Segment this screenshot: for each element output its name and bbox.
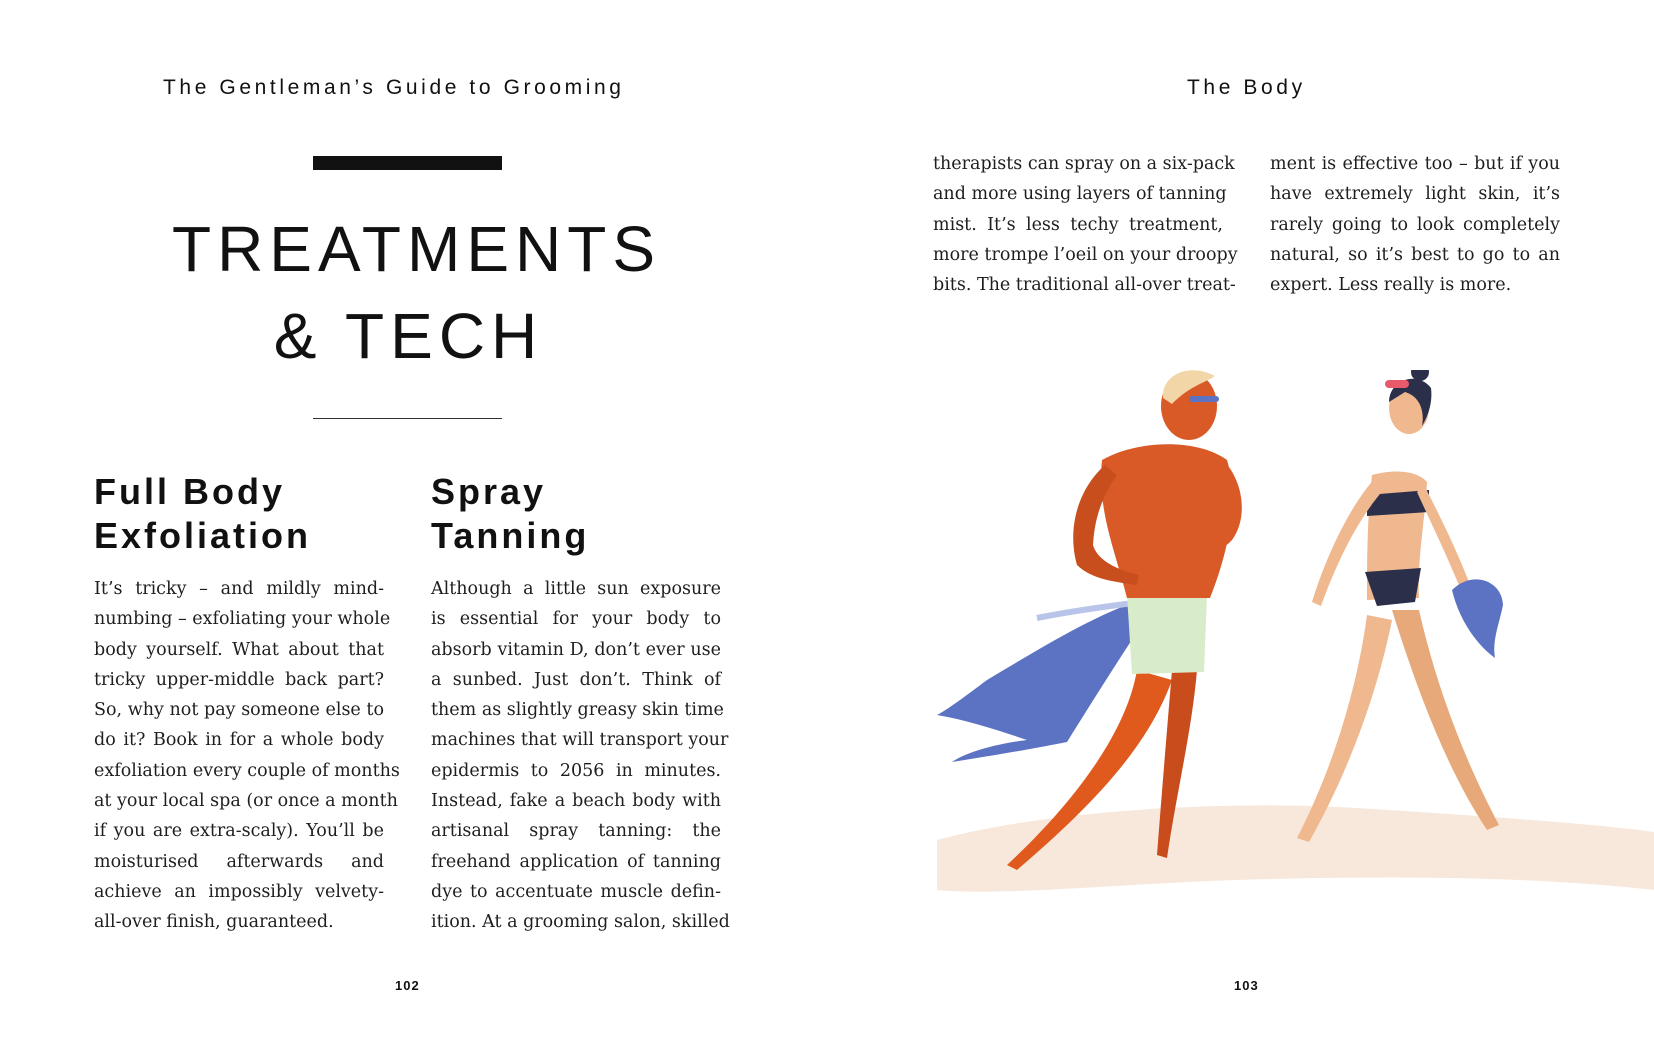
body-text-continued-col-2 [1270,149,1560,300]
text-line: them as slightly greasy skin time [431,700,724,721]
text-line: epidermis to 2056 in minutes. [431,760,721,781]
text-line: rarely going to look completely [1270,214,1560,235]
text-line: Although a little sun exposure [431,579,721,599]
body-text-exfoliation [94,574,400,938]
text-line: machines that will transport your [431,730,729,751]
text-line: absorb vitamin D, don’t ever use [431,639,721,660]
chapter-title-line-2: & TECH [273,300,544,372]
text-line: a sunbed. Just don’t. Think of [431,669,721,690]
text-line: moisturised afterwards and [94,851,384,872]
text-line: and more using layers of tanning [933,184,1227,205]
text-line: have extremely light skin, it’s [1270,184,1560,205]
section-heading-spray-tanning [431,470,589,558]
title-bottom-rule [313,418,502,419]
section-heading-full-body-exfoliation [94,470,311,558]
running-head-right: The Body [1187,76,1306,99]
text-line: ment is effective too – but if you [1270,154,1560,174]
man-sunglasses [1189,396,1219,402]
woman-bikini-bottom [1365,568,1421,606]
text-line: It’s tricky – and mildly mind- [94,579,384,599]
page-number-left: 102 [395,978,420,993]
text-line: numbing – exfoliating your whole [94,609,391,630]
text-line: mist. It’s less techy treatment, [933,214,1223,235]
text-line: bits. The traditional all-over treat- [933,275,1236,296]
text-line: exfoliation every couple of months [94,760,400,781]
man-shorts [1127,595,1207,674]
text-line: therapists can spray on a six-pack [933,154,1235,174]
text-line: freehand application of tanning [431,851,721,872]
beach-couple-illustration [927,370,1654,930]
body-text-spray-tanning [431,574,730,938]
sand-shadow [937,805,1654,891]
text-line: achieve an impossibly velvety- [94,881,384,902]
page-number-right: 103 [1234,978,1259,993]
chapter-title-line-1: TREATMENTS [171,213,662,285]
text-line: body yourself. What about that [94,639,384,660]
text-line: do it? Book in for a whole body [94,730,384,751]
text-line: artisanal spray tanning: the [431,821,721,842]
heading-line: Exfoliation [94,515,312,556]
text-line: more trompe l’oeil on your droopy [933,244,1238,265]
woman-arm-right [1417,485,1472,595]
woman-sunhat [1452,579,1503,658]
text-line: at your local spa (or once a month [94,791,398,812]
heading-line: Tanning [431,515,590,556]
right-page [827,0,1654,1046]
body-text-continued-col-1 [933,149,1238,300]
text-line: if you are extra-scaly). You’ll be [94,821,384,842]
text-line: dye to accentuate muscle defin- [431,881,721,902]
text-line: expert. Less really is more. [1270,275,1512,296]
text-line: So, why not pay someone else to [94,700,384,721]
text-line: Instead, fake a beach body with [431,791,721,812]
text-line: is essential for your body to [431,609,721,630]
text-line: ition. At a grooming salon, skilled [431,912,730,933]
running-head-left: The Gentleman’s Guide to Grooming [163,76,625,99]
text-line: tricky upper-middle back part? [94,669,384,690]
heading-line: Spray [431,471,547,512]
text-line: natural, so it’s best to go to an [1270,244,1560,265]
text-line: all-over finish, guaranteed. [94,912,334,933]
towel [937,605,1137,762]
woman-sunglasses [1385,380,1409,388]
title-top-bar [313,156,502,170]
heading-line: Full Body [94,471,285,512]
